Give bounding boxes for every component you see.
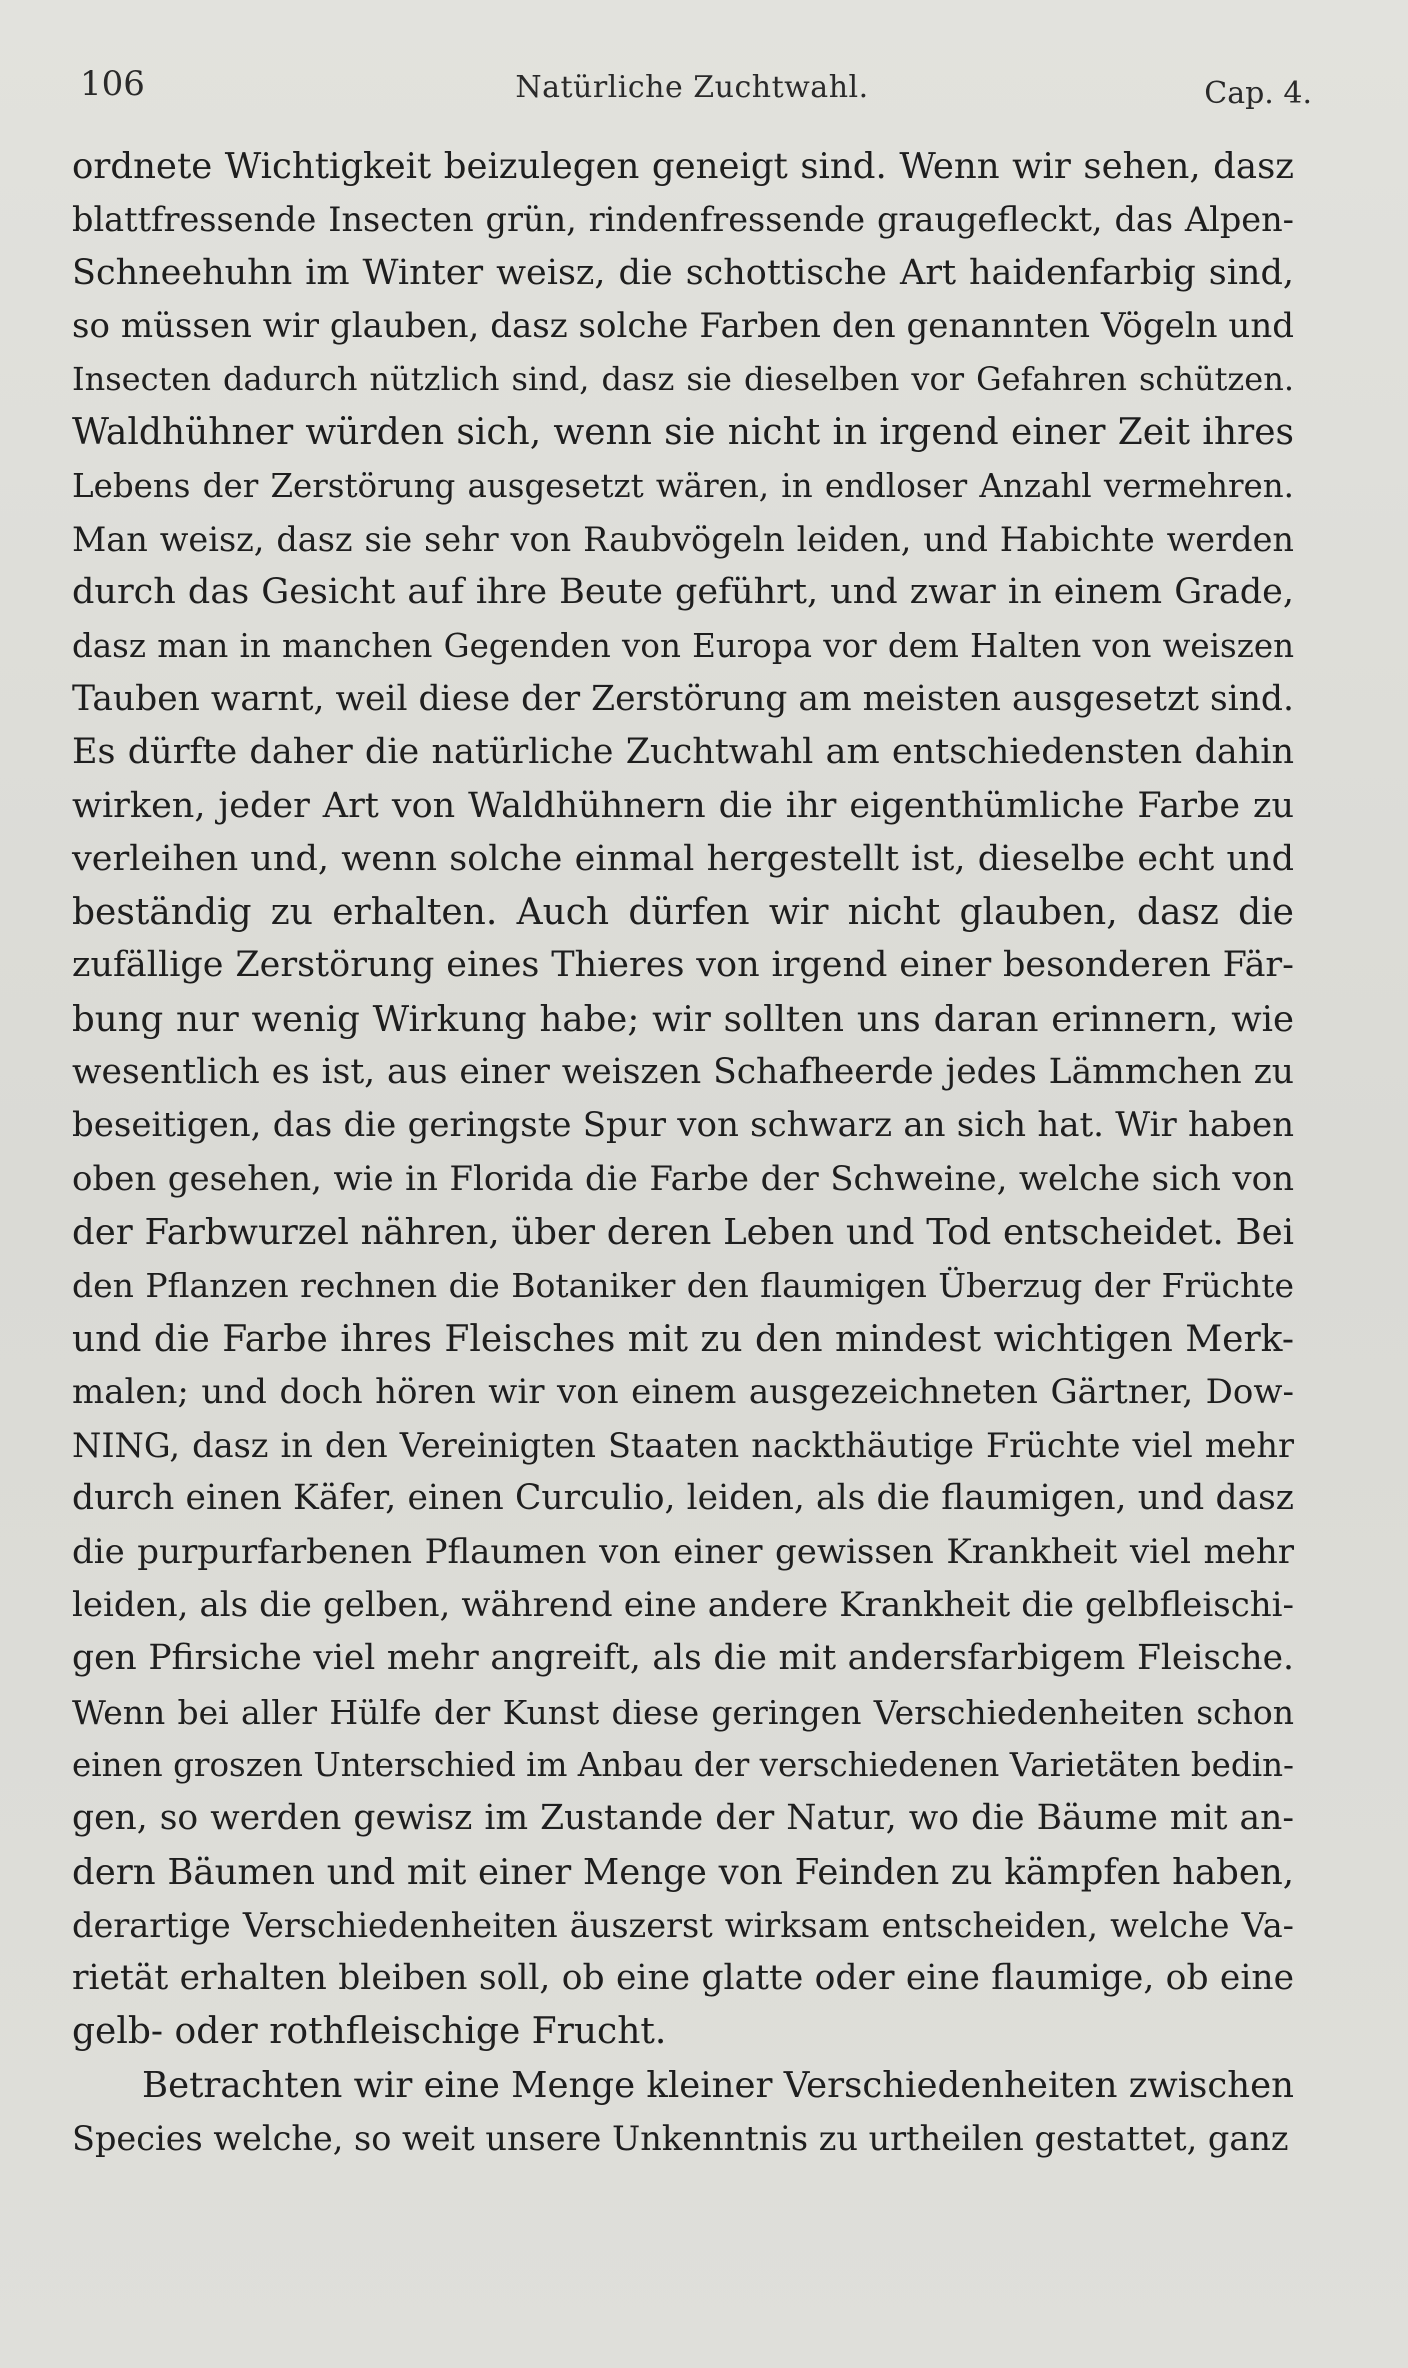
text-line: leiden, als die gelben, während eine andere Krankheit die gelbfleischi- [72,1585,1294,1626]
text-line: oben gesehen, wie in Florida die Farbe der Schweine, welche sich von [72,1158,1294,1199]
text-line: Wenn bei aller Hülfe der Kunst diese geringen Verschiedenheiten schon [72,1692,1294,1732]
text-line: Tauben warnt, weil diese der Zerstörung am meisten ausgesetzt sind. [72,678,1294,719]
text-line: NING, dasz in den Vereinigten Staaten nackthäutige Früchte viel mehr [72,1426,1294,1466]
text-line: gelb- oder rothfleischige Frucht. [72,2011,667,2053]
text-line: beständig zu erhalten. Auch dürfen wir nicht glauben, dasz die [72,892,1294,934]
text-line: gen Pfirsiche viel mehr angreift, als die mit andersfarbigem Fleische. [72,1638,1294,1679]
text-line: durch einen Käfer, einen Curculio, leiden, als die flaumigen, und dasz [72,1478,1294,1519]
text-line: wesentlich es ist, aus einer weiszen Schafheerde jedes Lämmchen zu [72,1052,1294,1093]
text-line: durch das Gesicht auf ihre Beute geführt, und zwar in einem Grade, [72,572,1294,613]
text-line: Es dürfte daher die natürliche Zuchtwahl am entschiedensten dahin [72,732,1294,773]
text-line: beseitigen, das die geringste Spur von schwarz an sich hat. Wir haben [72,1105,1294,1146]
text-line: rietät erhalten bleiben soll, ob eine glatte oder eine flaumige, ob eine [72,1958,1294,1999]
text-line: der Farbwurzel nähren, über deren Leben und Tod entscheidet. Bei [72,1211,1294,1253]
text-line: den Pflanzen rechnen die Botaniker den flaumigen Überzug der Früchte [72,1266,1294,1306]
paragraph [72,2059,1294,2166]
text-line: so müssen wir glauben, dasz solche Farben den genannten Vögeln und [72,305,1294,346]
body-text [72,140,1294,2165]
text-line: Schneehuhn im Winter weisz, die schottische Art haidenfarbig sind, [72,252,1294,293]
text-line: Species welche, so weit unsere Unkenntnis zu urtheilen gestattet, ganz [72,2118,1289,2158]
text-line: derartige Verschiedenheiten äuszerst wirksam entscheiden, welche Va- [72,1905,1294,1945]
text-line: Man weisz, dasz sie sehr von Raubvögeln leiden, und Habichte werden [72,520,1294,560]
paragraph [72,140,1294,2059]
chapter-label: Cap. 4. [1204,76,1312,111]
text-line: ordnete Wichtigkeit beizulegen geneigt sind. Wenn wir sehen, dasz [72,146,1294,187]
page-number: 106 [80,64,145,104]
text-line: Waldhühner würden sich, wenn sie nicht in irgend einer Zeit ihres [72,412,1294,454]
text-line: die purpurfarbenen Pflaumen von einer gewissen Krankheit viel mehr [72,1531,1294,1572]
text-line: Insecten dadurch nützlich sind, dasz sie dieselben vor Gefahren schützen. [72,360,1294,399]
text-line: verleihen und, wenn solche einmal hergestellt ist, dieselbe echt und [72,838,1294,879]
text-line: Betrachten wir eine Menge kleiner Verschiedenheiten zwischen [142,2064,1294,2106]
text-line: und die Farbe ihres Fleisches mit zu den mindest wichtigen Merk- [72,1318,1294,1360]
text-line: wirken, jeder Art von Waldhühnern die ihr eigenthümliche Farbe zu [72,785,1294,826]
running-title: Natürliche Zuchtwahl. [515,70,869,105]
text-line: gen, so werden gewisz im Zustande der Natur, wo die Bäume mit an- [72,1798,1294,1839]
text-line: einen groszen Unterschied im Anbau der verschiedenen Varietäten bedin- [72,1745,1294,1784]
text-line: dern Bäumen und mit einer Menge von Feinden zu kämpfen haben, [72,1851,1294,1893]
text-line: bung nur wenig Wirkung habe; wir sollten uns daran erinnern, wie [72,998,1294,1040]
text-line: zufällige Zerstörung eines Thieres von irgend einer besonderen Fär- [72,945,1294,986]
text-line: dasz man in manchen Gegenden von Europa vor dem Halten von weiszen [72,626,1294,665]
page-header [72,56,1312,116]
text-line: blattfressende Insecten grün, rindenfressende graugefleckt, das Alpen- [72,200,1294,240]
text-line: malen; und doch hören wir von einem ausgezeichneten Gärtner, Dow- [72,1371,1294,1412]
text-line: Lebens der Zerstörung ausgesetzt wären, in endloser Anzahl vermehren. [72,466,1294,505]
